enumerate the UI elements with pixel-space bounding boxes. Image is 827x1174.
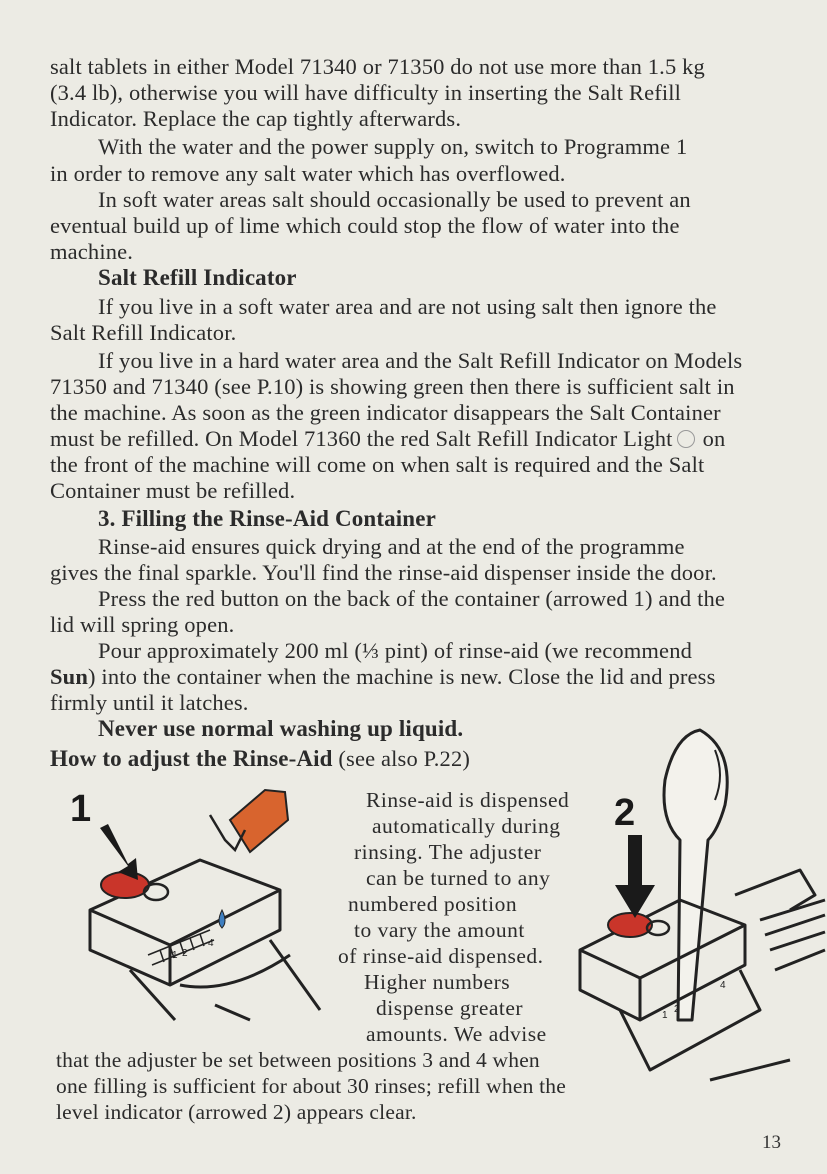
figure-2-label: 2: [614, 792, 636, 834]
arrow-2-icon: [615, 835, 655, 918]
body-text: (see also P.22): [332, 746, 471, 771]
dial-digit: 4: [720, 980, 726, 991]
body-line: [50, 746, 470, 772]
figure-1-label: 1: [70, 788, 92, 830]
body-text: on: [702, 426, 726, 451]
rinse-drop-icon: [219, 910, 225, 928]
body-line: With the water and the power supply on, switch to Programme 1: [98, 134, 688, 159]
figure-2-illustration: [560, 720, 827, 1100]
body-line: [50, 426, 725, 452]
spoon-outline: [664, 730, 727, 1020]
body-line: Indicator. Replace the cap tightly afterwards.: [50, 106, 462, 131]
subheading-adjust-rinse-aid: How to adjust the Rinse-Aid: [50, 746, 333, 771]
body-line: lid will spring open.: [50, 612, 235, 637]
body-line: the front of the machine will come on when salt is required and the Salt: [50, 452, 705, 477]
caption-line: can be turned to any: [366, 866, 551, 890]
page-number: 13: [762, 1132, 781, 1153]
caption-line: automatically during: [372, 814, 561, 838]
body-line: Container must be refilled.: [50, 478, 296, 503]
indicator-light-icon: [677, 430, 695, 448]
caption-line: one filling is sufficient for about 30 rinses; refill when the: [56, 1074, 566, 1098]
body-line: (3.4 lb), otherwise you will have difficulty in inserting the Salt Refill: [50, 80, 682, 105]
body-line: If you live in a hard water area and the Salt Refill Indicator on Models: [98, 348, 743, 373]
body-line: 71350 and 71340 (see P.10) is showing green then there is sufficient salt in: [50, 374, 735, 399]
figure-1-illustration: [60, 780, 350, 1030]
warning-line: Never use normal washing up liquid.: [98, 716, 464, 741]
body-line: firmly until it latches.: [50, 690, 249, 715]
dial-digit: 2: [182, 948, 188, 959]
red-button: [101, 872, 149, 898]
caption-line: of rinse-aid dispensed.: [338, 944, 544, 968]
caption-line: amounts. We advise: [366, 1022, 547, 1046]
section-heading-rinse-aid: 3. Filling the Rinse-Aid Container: [98, 506, 436, 531]
body-line: [50, 664, 715, 690]
caption-line: numbered position: [348, 892, 518, 916]
section-heading-salt-refill-indicator: Salt Refill Indicator: [98, 265, 297, 290]
body-line: Rinse-aid ensures quick drying and at the end of the programme: [98, 534, 685, 559]
body-line: machine.: [50, 239, 134, 264]
body-line: salt tablets in either Model 71340 or 71350 do not use more than 1.5 kg: [50, 54, 705, 79]
adjuster-dial: [148, 930, 214, 965]
body-line: in order to remove any salt water which has overflowed.: [50, 161, 566, 186]
red-button: [608, 913, 652, 937]
caption-line: level indicator (arrowed 2) appears clear.: [56, 1100, 417, 1124]
arrow-1-icon: [100, 824, 138, 880]
body-line: gives the final sparkle. You'll find the rinse-aid dispenser inside the door.: [50, 560, 717, 585]
brand-name: Sun: [50, 664, 88, 689]
dial-digit: 1: [172, 950, 178, 961]
caption-line: Higher numbers: [364, 970, 511, 994]
body-text: must be refilled. On Model 71360 the red Salt Refill Indicator Light: [50, 426, 673, 451]
dial-digit: 4: [208, 938, 214, 949]
body-line: Press the red button on the back of the container (arrowed 1) and the: [98, 586, 726, 611]
dial-digit: 2: [674, 1004, 680, 1015]
body-line: Salt Refill Indicator.: [50, 320, 237, 345]
body-line: eventual build up of lime which could stop the flow of water into the: [50, 213, 680, 238]
filler-opening: [144, 884, 168, 900]
caption-line: dispense greater: [376, 996, 524, 1020]
caption-line: to vary the amount: [354, 918, 525, 942]
body-line: If you live in a soft water area and are not using salt then ignore the: [98, 294, 717, 319]
body-line: Pour approximately 200 ml (⅓ pint) of rinse-aid (we recommend: [98, 638, 692, 663]
caption-line: Rinse-aid is dispensed: [366, 788, 570, 812]
body-line: the machine. As soon as the green indicator disappears the Salt Container: [50, 400, 721, 425]
body-line: In soft water areas salt should occasionally be used to prevent an: [98, 187, 691, 212]
caption-line: rinsing. The adjuster: [354, 840, 542, 864]
body-text: ) into the container when the machine is new. Close the lid and press: [88, 664, 716, 689]
caption-line: that the adjuster be set between positions 3 and 4 when: [56, 1048, 540, 1072]
dial-digit: 1: [662, 1010, 668, 1021]
